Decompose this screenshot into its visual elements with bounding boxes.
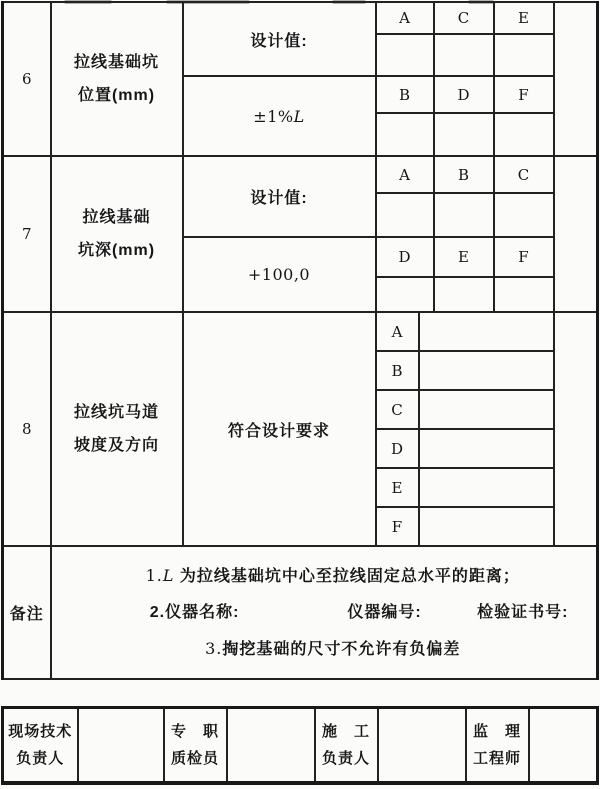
row7-number: 7 bbox=[3, 156, 51, 312]
row8-entry-cell bbox=[419, 390, 554, 429]
row6-entry-cell bbox=[494, 34, 554, 76]
site-technical-director-signature-cell bbox=[78, 708, 164, 784]
row7-entry-cell bbox=[376, 193, 434, 237]
row6-item-name bbox=[51, 2, 183, 156]
row6-item-line2: 位置(mm) bbox=[77, 87, 156, 104]
row8-item-line2: 坡度及方向 bbox=[73, 437, 159, 454]
row6-side-cell bbox=[554, 2, 598, 156]
row8-point-label-F: F bbox=[376, 507, 419, 546]
row8-entry-cell bbox=[419, 312, 554, 351]
row8-point-label-C: C bbox=[376, 390, 419, 429]
row7-item-line2: 坑深(mm) bbox=[77, 242, 156, 259]
row6-entry-cell bbox=[376, 113, 434, 156]
row8-point-label-B: B bbox=[376, 351, 419, 390]
construction-manager-signature-cell bbox=[378, 708, 466, 784]
row6-item-line1: 拉线基础坑 bbox=[73, 54, 159, 71]
row6-point-label-E: E bbox=[494, 2, 554, 34]
row6-point-label-F: F bbox=[494, 76, 554, 113]
row7-point-label-B: B bbox=[434, 156, 494, 193]
row7-item-name bbox=[51, 156, 183, 312]
row7-point-label-C: C bbox=[494, 156, 554, 193]
row8-point-label-A: A bbox=[376, 312, 419, 351]
remarks-content bbox=[51, 546, 598, 679]
row7-entry-cell bbox=[494, 193, 554, 237]
row7-tolerance-value: +100,0 bbox=[183, 237, 376, 312]
row7-entry-cell bbox=[434, 193, 494, 237]
row6-point-label-A: A bbox=[376, 2, 434, 34]
row6-tolerance-value: ±1%L bbox=[183, 76, 376, 156]
row8-point-label-E: E bbox=[376, 468, 419, 507]
row8-entry-cell bbox=[419, 429, 554, 468]
supervising-engineer-label: 监 理 工程师 bbox=[466, 708, 529, 784]
quality-inspector-label: 专 职 质检员 bbox=[164, 708, 227, 784]
row7-entry-cell bbox=[376, 277, 434, 312]
row7-point-label-E: E bbox=[434, 237, 494, 277]
row6-design-value-label: 设计值: bbox=[183, 2, 376, 76]
supervising-engineer-signature-cell bbox=[529, 708, 598, 784]
row6-entry-cell bbox=[434, 113, 494, 156]
certificate-number-label: 检验证书号: bbox=[477, 603, 569, 621]
row7-item-line1: 拉线基础 bbox=[82, 209, 151, 226]
quality-inspector-signature-cell bbox=[227, 708, 315, 784]
row6-entry-cell bbox=[434, 34, 494, 76]
row7-design-value-label: 设计值: bbox=[183, 156, 376, 237]
row6-point-label-B: B bbox=[376, 76, 434, 113]
row6-point-label-C: C bbox=[434, 2, 494, 34]
row8-side-cell bbox=[554, 312, 598, 546]
remarks-label: 备注 bbox=[3, 546, 51, 679]
row8-number: 8 bbox=[3, 312, 51, 546]
remark-line-3: 3.掏挖基础的尺寸不允许有负偏差 bbox=[205, 638, 461, 658]
row8-entry-cell bbox=[419, 507, 554, 546]
row6-point-label-D: D bbox=[434, 76, 494, 113]
row8-point-label-D: D bbox=[376, 429, 419, 468]
row8-requirement: 符合设计要求 bbox=[183, 312, 376, 546]
row7-side-cell bbox=[554, 156, 598, 312]
remark-line-2 bbox=[76, 595, 591, 631]
row8-entry-cell bbox=[419, 351, 554, 390]
row8-item-line1: 拉线坑马道 bbox=[73, 404, 159, 421]
instrument-number-label: 仪器编号: bbox=[347, 603, 422, 621]
row7-point-label-A: A bbox=[376, 156, 434, 193]
instrument-name-label: 2.仪器名称: bbox=[149, 603, 240, 621]
site-technical-director-label: 现场技术 负责人 bbox=[3, 708, 78, 784]
row6-number: 6 bbox=[3, 2, 51, 156]
signature-table bbox=[1, 706, 599, 785]
row8-entry-cell bbox=[419, 468, 554, 507]
inspection-items-table bbox=[1, 1, 599, 680]
row7-entry-cell bbox=[494, 277, 554, 312]
row6-entry-cell bbox=[494, 113, 554, 156]
construction-manager-label: 施 工 负责人 bbox=[315, 708, 378, 784]
row8-item-name bbox=[51, 312, 183, 546]
remark-line-1: 1.L 为拉线基础坑中心至拉线固定总水平的距离； bbox=[145, 565, 520, 585]
row7-point-label-D: D bbox=[376, 237, 434, 277]
row6-entry-cell bbox=[376, 34, 434, 76]
row7-point-label-F: F bbox=[494, 237, 554, 277]
row7-entry-cell bbox=[434, 277, 494, 312]
